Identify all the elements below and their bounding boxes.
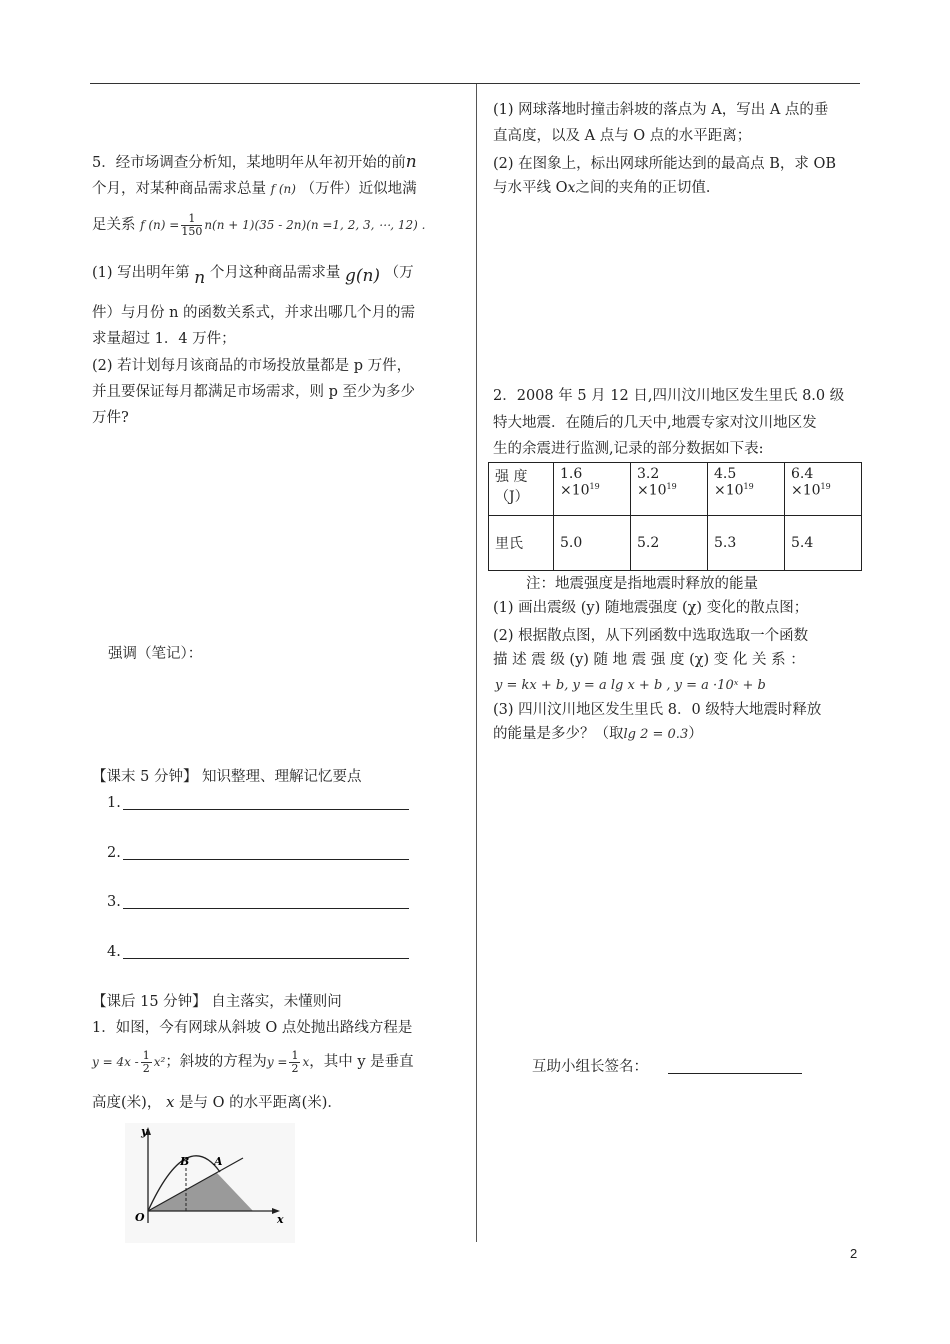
table-header-unit: （J） <box>495 489 529 505</box>
problem-5-text: 足关系 <box>92 217 136 233</box>
summary-item-2: 2. <box>107 845 121 861</box>
trajectory-eq: y = 4x - <box>92 1055 139 1069</box>
problem-5-line-1 <box>92 149 417 176</box>
graph-label-o: O <box>135 1211 145 1224</box>
exponent: 19 <box>666 482 677 491</box>
notes-label: 强调（笔记）： <box>108 646 203 662</box>
exercise-1-line-2 <box>92 1049 414 1075</box>
times-ten: ×10 <box>637 482 667 499</box>
exercise-2-line-1: 2．2008 年 5 月 12 日,四川汶川地区发生里氏 8.0 级 <box>493 388 845 404</box>
exercise-1-text: 高度(米)， <box>92 1095 162 1111</box>
exercise-1-line-3 <box>92 1089 342 1116</box>
table-header-text: 强 度 <box>495 469 528 485</box>
var-x: x <box>165 1093 175 1111</box>
fraction-numerator: 1 <box>181 213 202 226</box>
step-1: (1) 画出震级 (y) 随地震强度 (χ) 变化的散点图； <box>493 600 809 616</box>
sub-question-2-line-1: (2) 在图象上，标出网球所能达到的最高点 B，求 OB <box>493 156 837 172</box>
question-2-line-3: 万件? <box>92 410 129 426</box>
exercise-2-line-2: 特大地震．在随后的几天中,地震专家对汶川地区发 <box>493 415 817 431</box>
question-2-line-1: (2) 若计划每月该商品的市场投放量都是 p 万件， <box>92 358 412 374</box>
step-3-text: ） <box>688 726 703 742</box>
question-1-line-3: 求量超过 1．4 万件； <box>92 331 236 347</box>
times-ten: ×10 <box>791 482 821 499</box>
formula-fraction <box>181 213 202 238</box>
richter-value: 5.2 <box>631 516 708 571</box>
problem-5-line-2 <box>92 176 417 202</box>
table-row <box>489 463 862 516</box>
function-options: y = kx + b, y = a lg x + b , y = a ·10ˣ + b <box>495 678 766 693</box>
earthquake-data-table <box>488 462 862 571</box>
page-number: 2 <box>850 1246 858 1261</box>
fraction-denominator: 2 <box>142 1061 150 1075</box>
graph-label-a: A <box>214 1155 223 1168</box>
trajectory-eq: x² <box>153 1055 166 1069</box>
question-1-text: (1) 写出明年第 <box>92 265 190 281</box>
exercise-1-text: ；斜坡的方程为 <box>165 1054 267 1070</box>
graph-label-x: x <box>277 1213 284 1226</box>
table-note: 注：地震强度是指地震时释放的能量 <box>526 576 758 592</box>
intensity-value: 6.4 <box>791 466 814 482</box>
problem-5-text: 5．经市场调查分析知，某地明年从年初开始的前 <box>92 155 406 171</box>
exercise-1-line-1: 1．如图，今有网球从斜坡 O 点处抛出路线方程是 <box>92 1020 413 1036</box>
intensity-value: 3.2 <box>637 466 660 482</box>
richter-value: 5.0 <box>554 516 631 571</box>
slope-fraction <box>289 1050 300 1075</box>
table-header-richter: 里氏 <box>489 516 554 571</box>
var-x: x <box>567 180 576 196</box>
step-2-line-1: (2) 根据散点图，从下列函数中选取选取一个函数 <box>493 628 809 644</box>
column-divider <box>476 84 477 1242</box>
summary-blank-3[interactable] <box>123 908 409 909</box>
exercise-1-text: 是与 O 的水平距离(米)． <box>179 1095 342 1111</box>
slope-eq: x <box>302 1055 310 1069</box>
header-rule <box>90 83 860 84</box>
summary-heading: 【课末 5 分钟】 知识整理、理解记忆要点 <box>92 769 362 785</box>
exercise-2-line-3: 生的余震进行监测,记录的部分数据如下表: <box>493 441 764 457</box>
step-3-line-2 <box>493 721 703 748</box>
table-cell <box>785 463 862 516</box>
sub-question-1-line-1: (1) 网球落地时撞击斜坡的落点为 A，写出 A 点的垂 <box>493 102 829 118</box>
table-header-intensity <box>489 463 554 516</box>
table-cell <box>631 463 708 516</box>
question-1-text: （万 <box>384 265 414 281</box>
question-1-line-2: 件）与月份 n 的函数关系式，并求出哪几个月的需 <box>92 305 416 321</box>
fn-f-n: f (n) <box>270 182 296 196</box>
summary-blank-1[interactable] <box>123 809 409 810</box>
intensity-value: 4.5 <box>714 466 737 482</box>
summary-item-4: 4. <box>107 944 121 960</box>
times-ten: ×10 <box>560 482 590 499</box>
formula-lhs: f (n) = <box>140 218 180 232</box>
summary-item-1: 1. <box>107 795 121 811</box>
exercise-1-text: ，其中 y 是垂直 <box>309 1054 414 1070</box>
sub-question-2-line-2 <box>493 175 720 201</box>
step-3-text: 的能量是多少？（取 <box>493 726 624 742</box>
trajectory-fraction <box>141 1050 152 1075</box>
formula-rhs: n(n + 1)(35 - 2n)(n =1, 2, 3, ⋯, 12) . <box>204 218 426 232</box>
problem-5-text: （万件）近似地满 <box>300 181 417 197</box>
richter-value: 5.3 <box>708 516 785 571</box>
question-2-line-2: 并且要保证每月都满足市场需求，则 p 至少为多少 <box>92 384 415 400</box>
summary-blank-4[interactable] <box>123 958 409 959</box>
graph-label-y: y <box>141 1125 148 1138</box>
question-1-line-1 <box>92 259 414 286</box>
summary-blank-2[interactable] <box>123 859 409 860</box>
sub-question-2-text: 与水平线 O <box>493 180 568 196</box>
var-n: n <box>194 268 206 288</box>
table-cell <box>708 463 785 516</box>
graph-label-b: B <box>180 1155 190 1168</box>
question-1-text: 个月这种商品需求量 <box>209 265 341 281</box>
times-ten: ×10 <box>714 482 744 499</box>
richter-value: 5.4 <box>785 516 862 571</box>
table-cell <box>554 463 631 516</box>
exponent: 19 <box>820 482 831 491</box>
fraction-numerator: 1 <box>142 1048 150 1062</box>
exponent: 19 <box>743 482 754 491</box>
fn-g-n: g(n) <box>344 266 381 286</box>
intensity-value: 1.6 <box>560 466 583 482</box>
sub-question-1-line-2: 直高度，以及 A 点与 O 点的水平距离； <box>493 128 752 144</box>
fraction-denominator: 150 <box>181 224 203 238</box>
trajectory-figure <box>125 1123 295 1243</box>
fraction-denominator: 2 <box>291 1061 299 1075</box>
var-n: n <box>405 152 417 172</box>
lg2-value: lg 2 = 0.3 <box>623 727 689 742</box>
slope-eq: y = <box>266 1055 288 1069</box>
problem-5-text: 个月，对某种商品需求总量 <box>92 181 266 197</box>
step-2-line-2: 描 述 震 级 (y) 随 地 震 强 度 (χ) 变 化 关 系 ： <box>493 652 805 668</box>
fraction-numerator: 1 <box>291 1048 299 1062</box>
summary-item-3: 3. <box>107 894 121 910</box>
exponent: 19 <box>589 482 600 491</box>
signature-blank[interactable] <box>668 1073 802 1074</box>
signature-label: 互助小组长签名： <box>532 1059 648 1075</box>
problem-5-line-3 <box>92 212 425 238</box>
table-row <box>489 516 862 571</box>
sub-question-2-text: 之间的夹角的正切值． <box>575 180 721 196</box>
after-class-heading: 【课后 15 分钟】 自主落实，未懂则问 <box>92 994 342 1010</box>
step-3-line-1: (3) 四川汶川地区发生里氏 8．0 级特大地震时释放 <box>493 702 822 718</box>
